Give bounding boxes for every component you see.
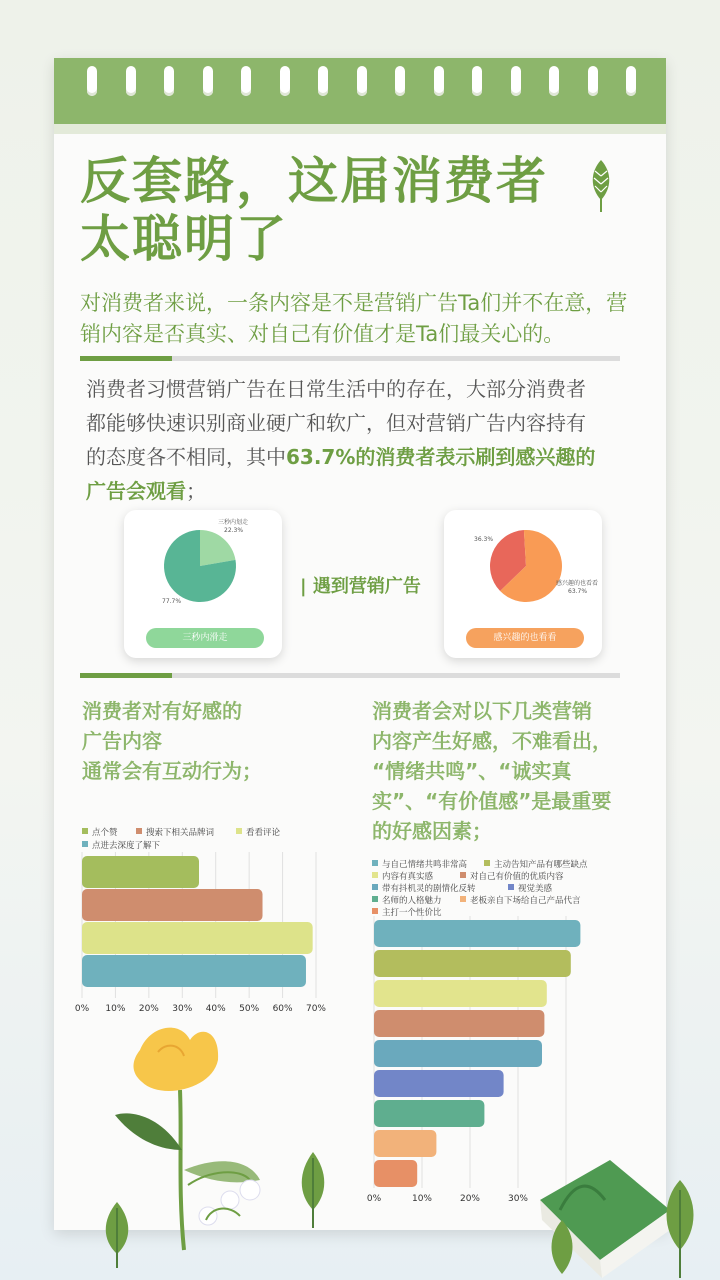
- legend-swatch: [372, 860, 378, 866]
- left-heading: [82, 696, 262, 786]
- legend-swatch: [460, 896, 466, 902]
- legend-label: 主打一个性价比: [382, 908, 442, 918]
- pie-slice: [200, 530, 235, 566]
- legend-swatch: [236, 828, 242, 834]
- legend-label: 点进去深度了解下: [92, 841, 161, 851]
- legend-label: 老板亲自下场给自己产品代言: [470, 896, 581, 906]
- legend-item: [236, 826, 280, 838]
- legend-swatch: [460, 872, 466, 878]
- legend-swatch: [82, 841, 88, 847]
- binder-torn-edge: [54, 124, 666, 134]
- right-heading-line-1: 消费者会对以下几类营销: [372, 699, 592, 723]
- bar: [82, 922, 313, 954]
- legend-label: 点个赞: [92, 828, 118, 838]
- pie-chart-swipe: [124, 510, 282, 628]
- pie-label-watch-name: 感兴趣的也看看: [556, 580, 599, 587]
- binder-ring: [87, 66, 97, 96]
- title-line-2: 太聪明了: [80, 210, 288, 268]
- bar: [374, 1010, 544, 1037]
- tick-label: 30%: [507, 1194, 529, 1204]
- bar: [82, 889, 263, 921]
- tick-label: 10%: [411, 1194, 433, 1204]
- binder-ring: [626, 66, 636, 96]
- bar: [374, 920, 580, 947]
- legend-item: [372, 858, 467, 870]
- legend-item: [372, 870, 433, 882]
- right-heading-line-3: “情绪共鸣”、“诚实真: [372, 759, 572, 783]
- legend-label: 带有抖机灵的剧情化反转: [382, 884, 476, 894]
- right-heading-line-4: 实”、“有价值感”是最重要: [372, 789, 612, 813]
- book-illustration: [520, 1140, 720, 1280]
- section-label: | 遇到营销广告: [300, 576, 421, 597]
- left-heading-line-2: 广告内容: [82, 729, 162, 753]
- legend-swatch: [372, 872, 378, 878]
- tick-label: 70%: [305, 1004, 327, 1014]
- body-line-1: 消费者习惯营销广告在日常生活中的存在，大部分消费者: [86, 377, 586, 401]
- left-heading-line-3: 通常会有互动行为；: [82, 759, 262, 783]
- legend-item: [372, 894, 442, 906]
- binder-ring: [357, 66, 367, 96]
- legend-swatch: [372, 896, 378, 902]
- binder-ring: [511, 66, 521, 96]
- body-line-2: 都能够快速识别商业硬广和软广，但对营销广告内容持有: [86, 411, 586, 435]
- legend-label: 搜索下相关品牌词: [146, 828, 215, 838]
- legend-label: 与自己情绪共鸣非常高: [382, 860, 468, 870]
- binder-ring: [203, 66, 213, 96]
- pie-card-swipe: [124, 510, 282, 658]
- tick-label: 50%: [239, 1004, 260, 1014]
- right-heading-line-2: 内容产生好感，不难看出，: [372, 729, 612, 753]
- highlight-stat-cont: 广告会观看: [86, 479, 186, 503]
- tick-label: 0%: [74, 1004, 90, 1014]
- legend-label: 对自己有价值的优质内容: [470, 872, 564, 882]
- right-heading: [372, 696, 632, 846]
- binder-ring: [395, 66, 405, 96]
- bar: [374, 1130, 436, 1157]
- title-line-1: 反套路，这届消费者: [80, 152, 548, 210]
- legend-item: [372, 882, 476, 894]
- intro-line-2: 销内容是否真实、对自己有价值才是Ta们最关心的。: [80, 322, 565, 346]
- bar: [374, 980, 547, 1007]
- legend-item: [136, 826, 214, 838]
- bar: [374, 950, 571, 977]
- legend-label: 看看评论: [246, 828, 281, 838]
- pill-swipe: 三秒内滑走: [146, 628, 264, 648]
- legend-item: [82, 826, 118, 838]
- binder-ring: [241, 66, 251, 96]
- legend-swatch: [82, 828, 88, 834]
- small-tree-icon: [100, 1200, 134, 1270]
- pie-card-watch: [444, 510, 602, 658]
- legend-label: 名师的人格魅力: [382, 896, 442, 906]
- divider-accent: [80, 356, 172, 361]
- legend-item: [484, 858, 588, 870]
- pie-chart-watch: [444, 510, 602, 628]
- left-heading-line-1: 消费者对有好感的: [82, 699, 242, 723]
- legend-swatch: [136, 828, 142, 834]
- legend-item: [460, 894, 581, 906]
- pie-label-swipe: [218, 519, 248, 535]
- bar: [82, 955, 306, 987]
- legend-item: [460, 870, 564, 882]
- binder-ring: [434, 66, 444, 96]
- body-paragraph: [86, 372, 626, 508]
- pill-watch: 感兴趣的也看看: [466, 628, 584, 648]
- binder-ring: [280, 66, 290, 96]
- divider-2-accent: [80, 673, 172, 678]
- binder-ring: [588, 66, 598, 96]
- pie-label-skip-value: 36.3%: [474, 536, 494, 543]
- binder-ring: [164, 66, 174, 96]
- tick-label: 20%: [138, 1004, 159, 1014]
- pie-label-swipe-value: 22.3%: [224, 527, 244, 534]
- tick-label: 0%: [366, 1194, 382, 1204]
- binder-ring: [126, 66, 136, 96]
- pie-label-watch-value: 63.7%: [568, 588, 588, 595]
- right-heading-line-5: 的好感因素；: [372, 819, 492, 843]
- binder-ring: [472, 66, 482, 96]
- page-title: [80, 152, 548, 268]
- legend-swatch: [484, 860, 490, 866]
- pie-label-stay-value: 77.7%: [162, 598, 182, 605]
- legend-swatch: [372, 884, 378, 890]
- legend-swatch: [508, 884, 514, 890]
- leaf-icon: [588, 158, 614, 214]
- tick-label: 40%: [205, 1004, 226, 1014]
- highlight-stat: 63.7%的消费者表示刷到感兴趣的: [286, 445, 596, 469]
- binder-ring: [549, 66, 559, 96]
- tick-label: 20%: [459, 1194, 481, 1204]
- tick-label: 30%: [172, 1004, 193, 1014]
- bar: [374, 1040, 542, 1067]
- legend-item: [508, 882, 552, 894]
- small-tree-icon: [296, 1150, 330, 1230]
- pie-label-watch: [556, 580, 598, 596]
- bar: [374, 1160, 417, 1187]
- body-line-3: 的态度各不相同，其中: [86, 445, 286, 469]
- legend-label: 视觉美感: [518, 884, 553, 894]
- binder-ring: [318, 66, 328, 96]
- bar: [374, 1100, 484, 1127]
- tick-label: 60%: [272, 1004, 293, 1014]
- legend-label: 主动告知产品有哪些缺点: [494, 860, 588, 870]
- intro-text: [80, 288, 640, 350]
- pie-label-swipe-name: 三秒内划走: [218, 519, 249, 526]
- bar: [82, 856, 199, 888]
- intro-line-1: 对消费者来说，一条内容是不是营销广告Ta们并不在意，营: [80, 291, 628, 315]
- legend-label: 内容有真实感: [382, 872, 434, 882]
- bar: [374, 1070, 504, 1097]
- body-line-4-tail: ；: [186, 479, 206, 503]
- tick-label: 10%: [105, 1004, 126, 1014]
